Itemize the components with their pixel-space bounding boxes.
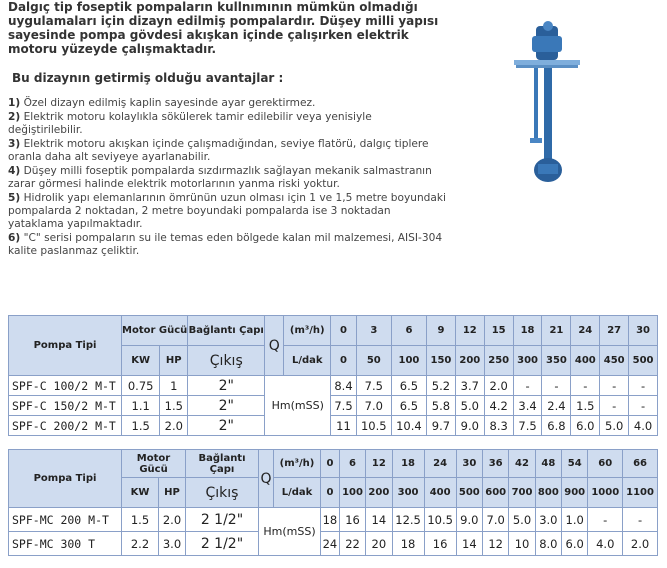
ldak-value: 900 [562,478,588,508]
head-value-cell: 20 [366,532,392,556]
m3h-value: 9 [426,316,455,346]
m3h-value: 6 [339,450,365,478]
model-cell: SPF-C 150/2 M-T [9,396,122,416]
head-value-cell: 18 [392,532,424,556]
m3h-value: 3 [356,316,391,346]
ldak-value: 350 [542,346,571,376]
kw-header: KW [122,346,160,376]
intro-paragraph: Dalgıç tip foseptik pompaların kullnımının mümkün olmadığı uygulamaları için dizayn edilmiş pompalardır. Düşey milli yapısı sayesinde pompa gövdesi akışkan içinde çalışırken elektrik motoru yüzeyde çalışmaktadır. [8,0,439,56]
head-value-cell: 7.5 [513,416,542,436]
head-value-cell: - [600,396,629,416]
advantage-number: 1) [8,97,21,109]
m3h-value: 30 [456,450,482,478]
kw-cell: 1.5 [122,508,159,532]
advantage-item [8,192,448,231]
head-value-cell: 10.5 [356,416,391,436]
m3h-value: 30 [629,316,658,346]
ldak-value: 0 [331,346,356,376]
model-cell: SPF-MC 300 T [9,532,122,556]
head-value-cell: - [542,376,571,396]
hp-cell: 2.0 [159,508,186,532]
head-value-cell: 6.5 [391,376,426,396]
head-value-cell: - [513,376,542,396]
head-value-cell: - [588,508,623,532]
table-row [9,532,658,556]
head-value-cell: 14 [366,508,392,532]
kw-cell: 1.1 [122,396,160,416]
advantage-item [8,97,448,110]
head-value-cell: 10 [509,532,535,556]
ldak-value: 500 [456,478,482,508]
pompa-tipi-header: Pompa Tipi [9,316,122,376]
kw-cell: 2.2 [122,532,159,556]
ldak-value: 500 [629,346,658,376]
ldak-value: 200 [455,346,484,376]
ldak-value: 100 [339,478,365,508]
ldak-value: 200 [366,478,392,508]
head-value-cell: 7.5 [331,396,356,416]
head-value-cell: 11 [331,416,356,436]
hp-header: HP [160,346,188,376]
ldak-value: 450 [600,346,629,376]
m3h-header: (m³/h) [274,450,321,478]
cikis-header: Çıkış [188,346,265,376]
m3h-value: 60 [588,450,623,478]
head-value-cell: 2.0 [484,376,513,396]
hp-cell: 2.0 [160,416,188,436]
advantage-number: 5) [8,192,21,204]
ldak-value: 150 [426,346,455,376]
pump-image [508,4,588,189]
hp-cell: 1 [160,376,188,396]
cikis-header: Çıkış [186,478,259,508]
head-value-cell: 7.5 [356,376,391,396]
head-value-cell: 5.0 [600,416,629,436]
m3h-value: 21 [542,316,571,346]
head-value-cell: 12 [483,532,509,556]
m3h-value: 27 [600,316,629,346]
advantage-text: Elektrik motoru kolaylıkla sökülerek tamir edilebilir veya yenisiyle değiştirilebilir. [8,111,372,136]
head-value-cell: 9.7 [426,416,455,436]
hm-cell: Hm(mSS) [265,376,331,436]
m3h-header: (m³/h) [284,316,331,346]
m3h-value: 24 [424,450,456,478]
ldak-value: 1000 [588,478,623,508]
q-header: Q [265,316,284,376]
kw-cell: 1.5 [122,416,160,436]
hp-cell: 3.0 [159,532,186,556]
baglanti-capi-header: Bağlantı Çapı [188,316,265,346]
m3h-value: 54 [562,450,588,478]
head-value-cell: 18 [321,508,340,532]
head-value-cell: 3.7 [455,376,484,396]
m3h-value: 15 [484,316,513,346]
m3h-value: 18 [513,316,542,346]
head-value-cell: 10.4 [391,416,426,436]
ldak-value: 250 [484,346,513,376]
cikis-cell: 2" [188,376,265,396]
m3h-value: 48 [535,450,561,478]
head-value-cell: 5.2 [426,376,455,396]
hp-header: HP [159,478,186,508]
advantage-text: Hidrolik yapı elemanlarının ömrünün uzun olması için 1 ve 1,5 metre boyundaki pompalarda 2 noktadan, 2 metre boyundaki pompalarda ise 3 noktadan yataklama yapılmaktadır. [8,192,446,230]
cikis-cell: 2 1/2" [186,532,259,556]
ldak-value: 50 [356,346,391,376]
advantage-text: Elektrik motoru akışkan içinde çalışmadığından, seviye flatörü, dalgıç tiplere oranla daha alt seviyeye ayarlanabilir. [8,138,429,163]
ldak-value: 300 [392,478,424,508]
baglanti-capi-header: Bağlantı Çapı [186,450,259,478]
m3h-value: 12 [366,450,392,478]
advantage-number: 3) [8,138,21,150]
m3h-value: 24 [571,316,600,346]
head-value-cell: 6.5 [391,396,426,416]
ldak-value: 800 [535,478,561,508]
head-value-cell: 10.5 [424,508,456,532]
ldak-value: 100 [391,346,426,376]
hm-cell: Hm(mSS) [259,508,321,556]
m3h-value: 0 [321,450,340,478]
ldak-value: 1100 [623,478,658,508]
model-cell: SPF-C 100/2 M-T [9,376,122,396]
ldak-value: 400 [424,478,456,508]
advantages-title: Bu dizaynın getirmiş olduğu avantajlar : [12,71,284,85]
model-cell: SPF-C 200/2 M-T [9,416,122,436]
head-value-cell: 6.0 [571,416,600,436]
head-value-cell: 8.0 [535,532,561,556]
table-row [9,376,658,396]
head-value-cell: 9.0 [456,508,482,532]
m3h-value: 42 [509,450,535,478]
head-value-cell: 4.2 [484,396,513,416]
head-value-cell: 24 [321,532,340,556]
head-value-cell: 1.0 [562,508,588,532]
head-value-cell: 8.3 [484,416,513,436]
ldak-header: L/dak [274,478,321,508]
m3h-value: 6 [391,316,426,346]
model-cell: SPF-MC 200 M-T [9,508,122,532]
head-value-cell: 8.4 [331,376,356,396]
head-value-cell: 16 [424,532,456,556]
ldak-value: 0 [321,478,340,508]
m3h-value: 66 [623,450,658,478]
advantage-number: 6) [8,232,21,244]
head-value-cell: 5.0 [455,396,484,416]
kw-header: KW [122,478,159,508]
advantage-text: Düşey milli foseptik pompalarda sızdırmazlık sağlayan mekanik salmastranın zarar görmesi halinde elektrik motorlarının yanma riski yoktur. [8,165,432,190]
head-value-cell: 22 [339,532,365,556]
table-row [9,508,658,532]
table-row [9,416,658,436]
ldak-value: 400 [571,346,600,376]
head-value-cell: 6.8 [542,416,571,436]
pompa-tipi-header: Pompa Tipi [9,450,122,508]
ldak-value: 600 [483,478,509,508]
motor-gucu-header: Motor Gücü [122,450,186,478]
head-value-cell: 3.4 [513,396,542,416]
advantage-number: 4) [8,165,21,177]
cikis-cell: 2" [188,396,265,416]
advantage-item [8,111,448,137]
m3h-value: 12 [455,316,484,346]
head-value-cell: 5.8 [426,396,455,416]
advantages-list [8,97,448,258]
cikis-cell: 2 1/2" [186,508,259,532]
table-row [9,396,658,416]
head-value-cell: 4.0 [588,532,623,556]
advantage-item [8,165,448,191]
head-value-cell: 9.0 [455,416,484,436]
motor-gucu-header: Motor Gücü [122,316,188,346]
spec-table-c-series [8,315,658,436]
advantage-text: Özel dizayn edilmiş kaplin sayesinde ayar gerektirmez. [20,97,316,109]
m3h-value: 36 [483,450,509,478]
kw-cell: 0.75 [122,376,160,396]
head-value-cell: 12.5 [392,508,424,532]
head-value-cell: 16 [339,508,365,532]
head-value-cell: 14 [456,532,482,556]
ldak-header: L/dak [284,346,331,376]
ldak-value: 300 [513,346,542,376]
advantage-text: "C" serisi pompaların su ile temas eden bölgede kalan mil malzemesi, AISI-304 kalite paslanmaz çeliktir. [8,232,443,257]
cikis-cell: 2" [188,416,265,436]
advantage-item [8,138,448,164]
head-value-cell: 2.4 [542,396,571,416]
head-value-cell: - [623,508,658,532]
head-value-cell: - [629,376,658,396]
head-value-cell: - [629,396,658,416]
head-value-cell: - [600,376,629,396]
advantage-item [8,232,448,258]
head-value-cell: 3.0 [535,508,561,532]
hp-cell: 1.5 [160,396,188,416]
head-value-cell: 5.0 [509,508,535,532]
head-value-cell: 4.0 [629,416,658,436]
spec-table-mc-series [8,449,658,556]
head-value-cell: - [571,376,600,396]
head-value-cell: 1.5 [571,396,600,416]
head-value-cell: 7.0 [483,508,509,532]
ldak-value: 700 [509,478,535,508]
q-header: Q [259,450,274,508]
head-value-cell: 2.0 [623,532,658,556]
m3h-value: 0 [331,316,356,346]
advantage-number: 2) [8,111,21,123]
head-value-cell: 6.0 [562,532,588,556]
head-value-cell: 7.0 [356,396,391,416]
m3h-value: 18 [392,450,424,478]
